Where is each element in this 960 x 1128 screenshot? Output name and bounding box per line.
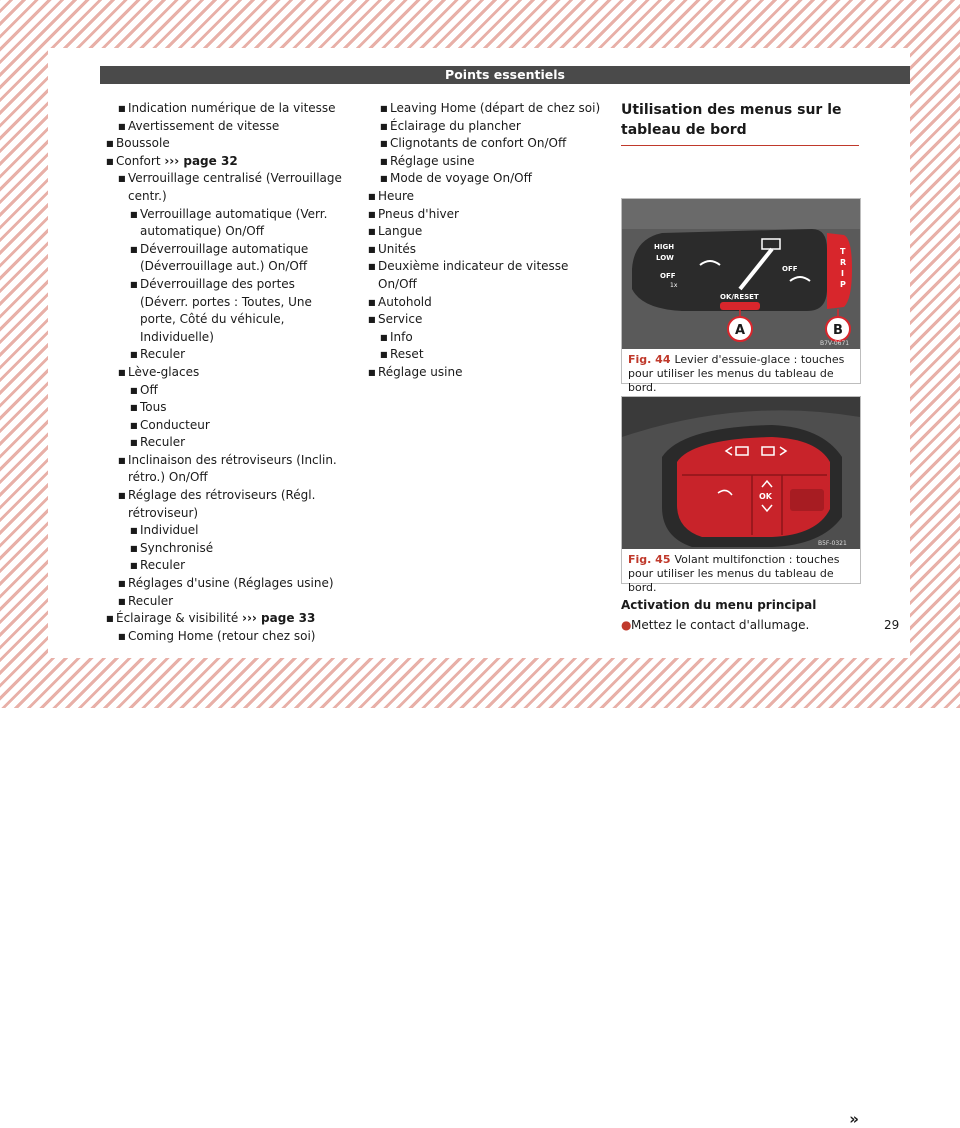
list-item bbox=[106, 575, 346, 593]
list-item bbox=[106, 153, 346, 171]
list-item-text: Éclairage & visibilité bbox=[116, 611, 239, 626]
figure-45-caption-text: Volant multifonction : touches pour utiliser les menus du tableau de bord. bbox=[628, 553, 840, 594]
activation-item-text: Mettez le contact d'allumage. bbox=[631, 618, 810, 632]
thumb-wheel bbox=[790, 489, 824, 511]
list-item bbox=[368, 100, 603, 118]
list-item bbox=[106, 557, 346, 575]
figure-code: B5F-0321 bbox=[818, 540, 847, 547]
list-item-text: Confort bbox=[116, 153, 161, 168]
list-item bbox=[106, 170, 346, 205]
list-item bbox=[368, 346, 603, 364]
list-item-text: Langue bbox=[378, 224, 423, 239]
list-item-text: Synchronisé bbox=[140, 540, 214, 555]
list-item-text: Verrouillage centralisé (Verrouillage centr.) bbox=[128, 171, 342, 203]
list-item bbox=[106, 206, 346, 241]
list-item bbox=[106, 452, 346, 487]
figure-44-label: Fig. 44 bbox=[628, 353, 671, 366]
list-item bbox=[368, 206, 603, 224]
list-item-text: Info bbox=[390, 329, 413, 344]
list-item bbox=[106, 276, 346, 346]
list-item bbox=[106, 364, 346, 382]
ok-reset-label: OK/RESET bbox=[720, 293, 759, 301]
trip-letter-p: P bbox=[840, 280, 846, 289]
wiper-lever-illustration bbox=[622, 199, 860, 349]
page-reference-link[interactable]: ››› page 32 bbox=[164, 153, 238, 168]
figure-45-caption bbox=[622, 549, 860, 595]
callout-b: B bbox=[833, 323, 843, 338]
list-item bbox=[106, 610, 346, 628]
lever-off2-label: OFF bbox=[782, 265, 798, 273]
left-column bbox=[106, 100, 346, 645]
ok-label: OK bbox=[759, 492, 772, 501]
ok-reset-button bbox=[720, 302, 760, 310]
bullet-icon: ● bbox=[621, 618, 632, 632]
list-item-text: Réglage des rétroviseurs (Régl. rétroviseur) bbox=[128, 488, 316, 520]
list-item-text: Inclinaison des rétroviseurs (Inclin. rétro.) On/Off bbox=[128, 452, 337, 485]
list-item-text: Déverrouillage automatique (Déverrouillage aut.) On/Off bbox=[140, 241, 309, 274]
list-item bbox=[106, 399, 346, 417]
list-item-text: Deuxième indicateur de vitesse On/Off bbox=[378, 259, 569, 291]
trip-letter-t: T bbox=[840, 247, 846, 256]
list-item-text: Indication numérique de la vitesse bbox=[128, 101, 336, 115]
list-item-text: Réglages d'usine (Réglages usine) bbox=[128, 576, 334, 591]
list-item bbox=[368, 294, 603, 312]
list-item bbox=[106, 628, 346, 646]
lever-1x-label: 1x bbox=[670, 282, 678, 289]
middle-column bbox=[368, 100, 603, 382]
list-item bbox=[106, 593, 346, 611]
list-item bbox=[368, 329, 603, 347]
list-item-text: Réglage usine bbox=[390, 153, 475, 168]
lever-high-label: HIGH bbox=[654, 243, 675, 251]
list-item-text: Coming Home (retour chez soi) bbox=[128, 628, 316, 643]
list-item-text: Avertissement de vitesse bbox=[128, 118, 280, 133]
list-item bbox=[106, 540, 346, 558]
continued-marker: » bbox=[849, 1110, 859, 1128]
page-reference-link[interactable]: ››› page 33 bbox=[242, 611, 316, 626]
figure-45 bbox=[621, 396, 861, 594]
figure-44-caption-text: Levier d'essuie-glace : touches pour utiliser les menus du tableau de bord. bbox=[628, 353, 845, 394]
list-item-text: Unités bbox=[378, 241, 417, 256]
list-item bbox=[106, 487, 346, 522]
steering-wheel-illustration bbox=[622, 397, 860, 549]
list-item-text: Service bbox=[378, 312, 423, 327]
list-item-text: Éclairage du plancher bbox=[390, 118, 521, 133]
figure-44-caption bbox=[622, 349, 860, 395]
list-item bbox=[368, 135, 603, 153]
list-item-text: Off bbox=[140, 382, 158, 397]
list-item-text: Boussole bbox=[116, 136, 170, 151]
list-item bbox=[368, 153, 603, 171]
lever-low-label: LOW bbox=[656, 254, 674, 262]
list-item bbox=[106, 346, 346, 364]
list-item bbox=[368, 241, 603, 259]
header-bar: Points essentiels bbox=[100, 66, 910, 84]
list-item-text: Reculer bbox=[140, 558, 186, 573]
list-item-text: Reculer bbox=[140, 347, 186, 362]
list-item-text: Leaving Home (départ de chez soi) bbox=[390, 101, 601, 115]
figure-45-label: Fig. 45 bbox=[628, 553, 671, 566]
list-item-text: Clignotants de confort On/Off bbox=[390, 136, 567, 151]
list-item bbox=[368, 311, 603, 329]
section-title: Utilisation des menus sur le tableau de bord bbox=[621, 100, 859, 146]
list-item-text: Autohold bbox=[378, 294, 432, 309]
list-item-text: Verrouillage automatique (Verr. automatique) On/Off bbox=[140, 206, 328, 239]
list-item bbox=[106, 241, 346, 276]
list-item-text: Tous bbox=[140, 400, 167, 415]
list-item-text: Mode de voyage On/Off bbox=[390, 171, 532, 186]
list-item-text: Réglage usine bbox=[378, 364, 463, 379]
list-item-text: Déverrouillage des portes (Déverr. portes : Toutes, Une porte, Côté du véhicule, Individuelle) bbox=[140, 276, 312, 344]
list-item-text: Reculer bbox=[128, 593, 174, 608]
list-item-text: Pneus d'hiver bbox=[378, 206, 459, 221]
lever-off-label: OFF bbox=[660, 272, 676, 280]
list-item-text: Lève-glaces bbox=[128, 364, 200, 379]
page-number: 29 bbox=[884, 618, 900, 632]
list-item bbox=[106, 382, 346, 400]
list-item bbox=[106, 417, 346, 435]
list-item bbox=[368, 223, 603, 241]
list-item bbox=[106, 118, 346, 136]
list-item bbox=[368, 170, 603, 188]
list-item-text: Heure bbox=[378, 188, 415, 203]
page bbox=[48, 48, 910, 1128]
callout-a: A bbox=[735, 323, 746, 338]
list-item bbox=[106, 434, 346, 452]
list-item bbox=[368, 258, 603, 293]
list-item-text: Individuel bbox=[140, 523, 199, 538]
activation-item bbox=[621, 617, 859, 634]
list-item bbox=[368, 118, 603, 136]
right-column bbox=[621, 100, 859, 1128]
list-item-text: Conducteur bbox=[140, 417, 210, 432]
list-item bbox=[106, 100, 346, 118]
activation-title: Activation du menu principal bbox=[621, 598, 817, 612]
list-item-text: Reculer bbox=[140, 435, 186, 450]
trip-letter-r: R bbox=[840, 258, 847, 267]
figure-44 bbox=[621, 198, 861, 394]
trip-letter-i: I bbox=[841, 269, 844, 278]
list-item bbox=[106, 522, 346, 540]
list-item-text: Reset bbox=[390, 347, 424, 362]
figure-code: B7V-0671 bbox=[820, 340, 850, 347]
list-item bbox=[368, 364, 603, 382]
list-item bbox=[106, 135, 346, 153]
list-item bbox=[368, 188, 603, 206]
activation-section bbox=[621, 597, 859, 1128]
